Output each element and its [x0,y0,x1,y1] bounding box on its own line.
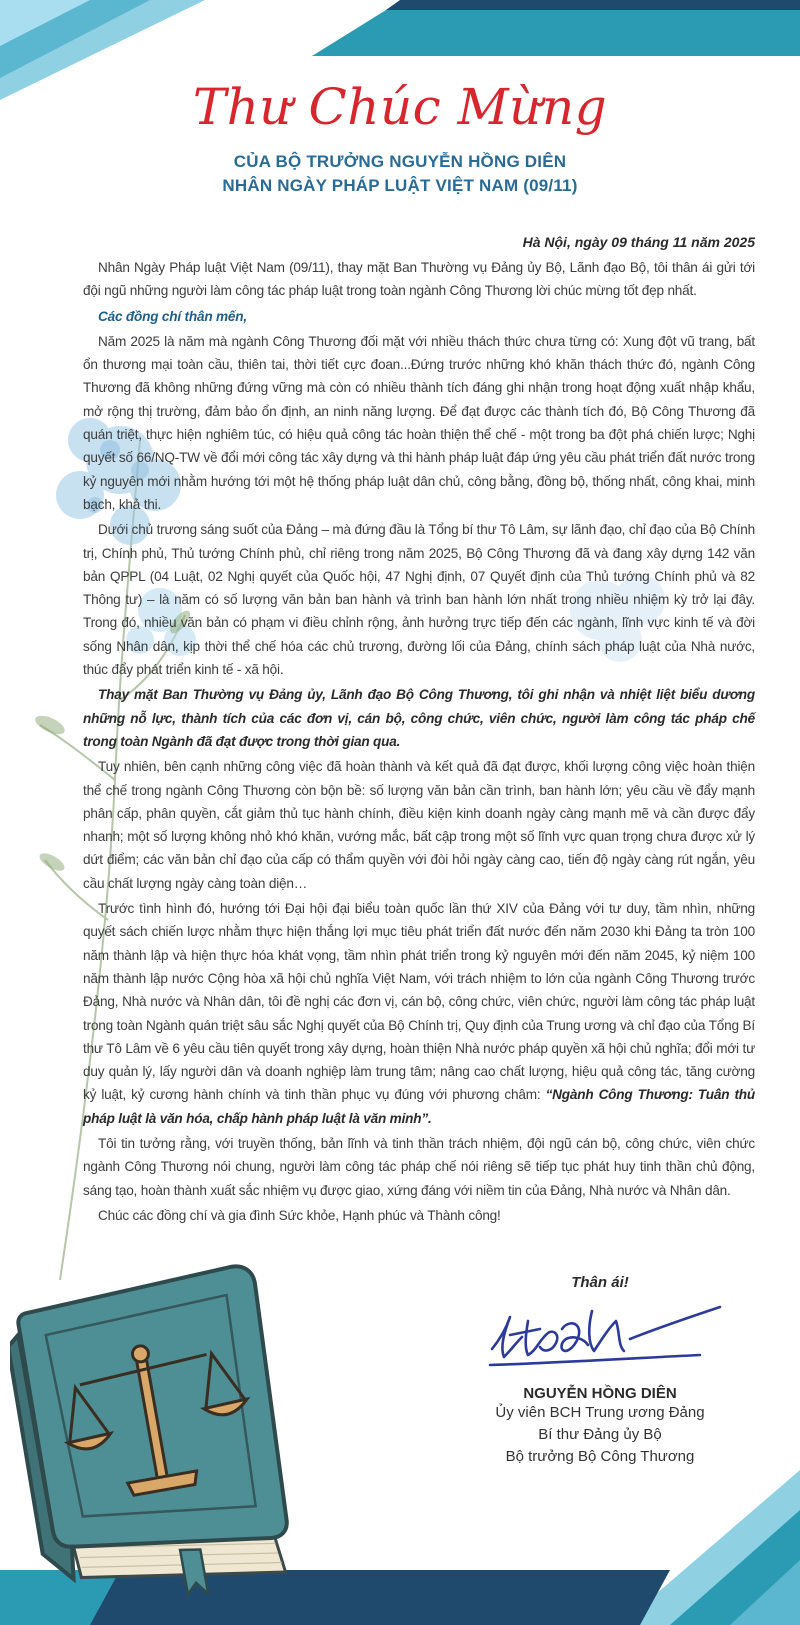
signatory-title-2: Bí thư Đảng ủy Bộ [538,1426,662,1443]
letter-body [83,256,755,1229]
paragraph-6 [83,897,755,1130]
paragraph-8: Chúc các đồng chí và gia đình Sức khỏe, Hạnh phúc và Thành công! [98,1207,501,1223]
signatory-title-1: Ủy viên BCH Trung ương Đảng [495,1404,705,1421]
paragraph-3: Dưới chủ trương sáng suốt của Đảng – mà đứng đầu là Tổng bí thư Tô Lâm, sự lãnh đạo, chỉ đạo của Bộ Chính trị, Chính phủ, Thủ tướng Chính phủ, chỉ riêng trong năm 2025, Bộ Công Thương đã và đang xây dựng 142 văn bản QPPL (04 Luật, 02 Nghị quyết của Quốc hội, 47 Nghị định, 07 Quyết định của Thủ tướng Chính phủ và 82 Thông tư) – là năm có số lượng văn bản ban hành và trình ban hành lớn nhất trong nhiều nhiệm kỳ trở lại đây. Trong đó, nhiều văn bản có phạm vi điều chỉnh rộng, ảnh hưởng trực tiếp đến các ngành, lĩnh vực kinh tế và đời sống Nhân dân, kịp thời thể chế hóa các chủ trương, đường lối của Đảng, chính sách pháp luật của Nhà nước, thúc đẩy phát triển kinh tế - xã hội. [83,522,755,678]
subtitle-line-1: CỦA BỘ TRƯỞNG NGUYỄN HỒNG DIÊN [233,152,567,171]
paragraph-6-motto: “Ngành Công Thương: Tuân thủ pháp luật là văn hóa, chấp hành pháp luật là văn minh”. [83,1087,755,1126]
handwritten-signature [470,1299,730,1379]
paragraph-5: Tuy nhiên, bên cạnh những công việc đã hoàn thành và kết quả đã đạt được, khối lượng công việc hoàn thiện thể chế trong ngành Công Thương còn bộn bề: số lượng văn bản cần trình, ban hành lớn; yêu cầu về đẩy mạnh phân cấp, phân quyền, cắt giảm thủ tục hành chính, điều kiện kinh doanh ngày càng mạnh mẽ và cần được đẩy nhanh; một số lượng không nhỏ khó khăn, vướng mắc, bất cập trong một số lĩnh vực quan trọng chưa được xử lý dứt điểm; các văn bản chỉ đạo của cấp có thẩm quyền với đòi hỏi ngày càng cao, tiến độ ngày càng rút ngắn, yêu cầu chất lượng ngày càng toàn diện… [83,759,755,891]
closing-greeting: Thân ái! [571,1274,629,1291]
signature-block [440,1274,760,1468]
signatory-title-3: Bộ trưởng Bộ Công Thương [505,1448,695,1465]
signatory-name: NGUYỄN HỒNG DIÊN [523,1385,677,1402]
paragraph-2: Năm 2025 là năm mà ngành Công Thương đối mặt với nhiều thách thức chưa từng có: Xung đột vũ trang, bất ổn thương mại toàn cầu, thiên tai, thời tiết cực đoan...Đứng trước những khó khăn thách thức đó, ngành Công Thương đã không những đứng vững mà còn có nhiều thành tích đáng ghi nhận trong hoạt động xuất nhập khẩu, mở rộng thị trường, đảm bảo ổn định, an ninh năng lượng. Để đạt được các thành tích đó, Bộ Công Thương đã quán triệt, thực hiện nghiêm túc, có hiệu quả công tác hoàn thiện thể chế - một trong ba đột phá chiến lược; Nghị quyết số 66/NQ-TW về đổi mới công tác xây dựng và thi hành pháp luật đáp ứng yêu cầu phát triển đất nước trong kỷ nguyên mới nhằm hướng tới một hệ thống pháp luật dân chủ, công bằng, đồng bộ, thống nhất, công khai, minh bạch, khả thi. [83,333,755,512]
script-title: Thư Chúc Mừng [192,78,608,136]
top-right-band [290,0,800,60]
law-book-illustration [10,1250,330,1620]
paragraph-4-commendation: Thay mặt Ban Thường vụ Đảng ủy, Lãnh đạo Bộ Công Thương, tôi ghi nhận và nhiệt liệt biểu dương những nỗ lực, thành tích của các đơn vị, cán bộ, công chức, viên chức, người làm công tác pháp chế trong toàn Ngành đã đạt được trong thời gian qua. [83,687,755,749]
paragraph-7: Tôi tin tưởng rằng, với truyền thống, bản lĩnh và tinh thần trách nhiệm, đội ngũ cán bộ, công chức, viên chức ngành Công Thương nói chung, người làm công tác pháp chế nói riêng sẽ tiếp tục phát huy tinh thần chủ động, sáng tạo, hoàn thành xuất sắc nhiệm vụ được giao, xứng đáng với niềm tin của Đảng, Nhà nước và Nhân dân. [83,1135,755,1198]
paragraph-1: Nhân Ngày Pháp luật Việt Nam (09/11), thay mặt Ban Thường vụ Đảng ủy Bộ, Lãnh đạo Bộ, tôi thân ái gửi tới đội ngũ những người làm công tác pháp luật trong toàn ngành Công Thương lời chúc mừng tốt đẹp nhất. [83,260,755,299]
date-line: Hà Nội, ngày 09 tháng 11 năm 2025 [522,234,755,250]
salutation: Các đồng chí thân mến, [98,308,247,324]
paragraph-6-text: Trước tình hình đó, hướng tới Đại hội đại biểu toàn quốc lần thứ XIV của Đảng với tư duy, tầm nhìn, những quyết sách chiến lược nhằm thực hiện thắng lợi mục tiêu phát triển đất nước đến năm 2030 khi Đảng ta tròn 100 năm thành lập và hiện thực hóa khát vọng, tầm nhìn phát triển trong kỷ nguyên mới đến năm 2045, kỷ niệm 100 năm thành lập nước Cộng hòa xã hội chủ nghĩa Việt Nam, với trách nhiệm to lớn của ngành Công Thương trước Đảng, Nhà nước và Nhân dân, tôi đề nghị các đơn vị, cán bộ, công chức, viên chức, người làm công tác pháp luật trong toàn Ngành quán triệt sâu sắc Nghị quyết của Bộ Chính trị, Quy định của Trung ương và chỉ đạo của Tổng Bí thư Tô Lâm về 6 yêu cầu tiên quyết trong xây dựng, hoàn thiện Nhà nước pháp quyền xã hội chủ nghĩa; đổi mới tư duy quản lý, lấy người dân và doanh nghiệp làm trung tâm; nâng cao chất lượng, hiệu quả công tác, tăng cường kỷ luật, kỷ cương hành chính và tinh thần phục vụ đúng với phương châm: [83,901,755,1103]
subtitle-line-2: NHÂN NGÀY PHÁP LUẬT VIỆT NAM (09/11) [222,176,578,195]
